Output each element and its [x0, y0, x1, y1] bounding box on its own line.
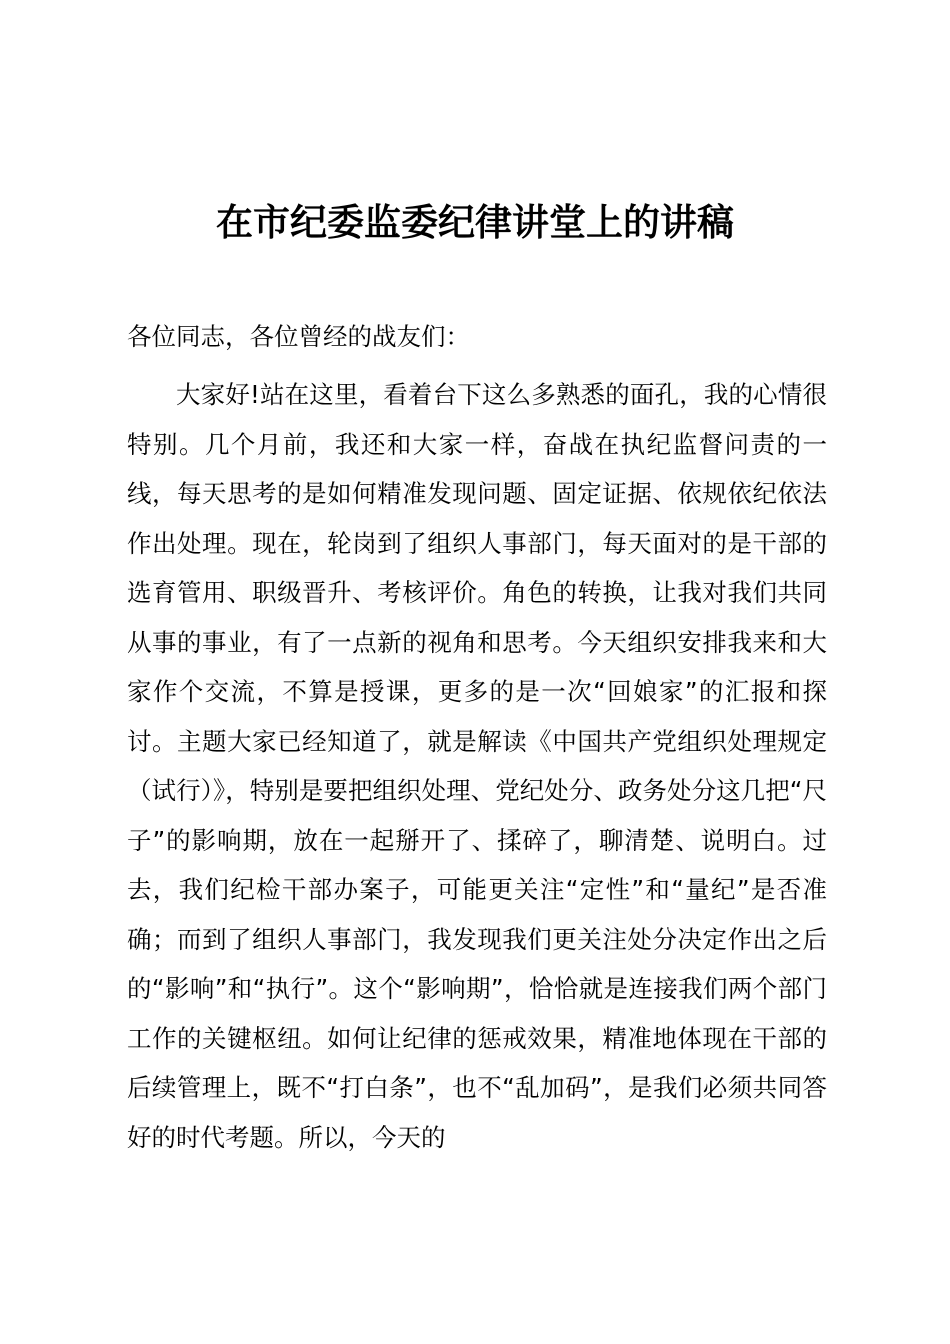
document-title: 在市纪委监委纪律讲堂上的讲稿 [216, 200, 734, 244]
body-paragraph: 大家好!站在这里，看着台下这么多熟悉的面孔，我的心情很特别。几个月前，我还和大家一样，奋战在执纪监督问责的一线，每天思考的是如何精准发现问题、固定证据、依规依纪依法作出处理。现在，轮岗到了组织人事部门，每天面对的是干部的选育管用、职级晋升、考核评价。角色的转换，让我对我们共同从事的事业，有了一点新的视角和思考。今天组织安排我来和大家作个交流，不算是授课，更多的是一次“回娘家”的汇报和探讨。主题大家已经知道了，就是解读《中国共产党组织处理规定（试行）》，特别是要把组织处理、党纪处分、政务处分这几把“尺子”的影响期，放在一起掰开了、揉碎了，聊清楚、说明白。过去，我们纪检干部办案子，可能更关注“定性”和“量纪”是否准确；而到了组织人事部门，我发现我们更关注处分决定作出之后的“影响”和“执行”。这个“影响期”，恰恰就是连接我们两个部门工作的关键枢纽。如何让纪律的惩戒效果，精准地体现在干部的后续管理上，既不“打白条”，也不“乱加码”，是我们必须共同答好的时代考题。所以，今天的 [127, 380, 827, 1152]
salutation: 各位同志，各位曾经的战友们： [127, 322, 470, 351]
